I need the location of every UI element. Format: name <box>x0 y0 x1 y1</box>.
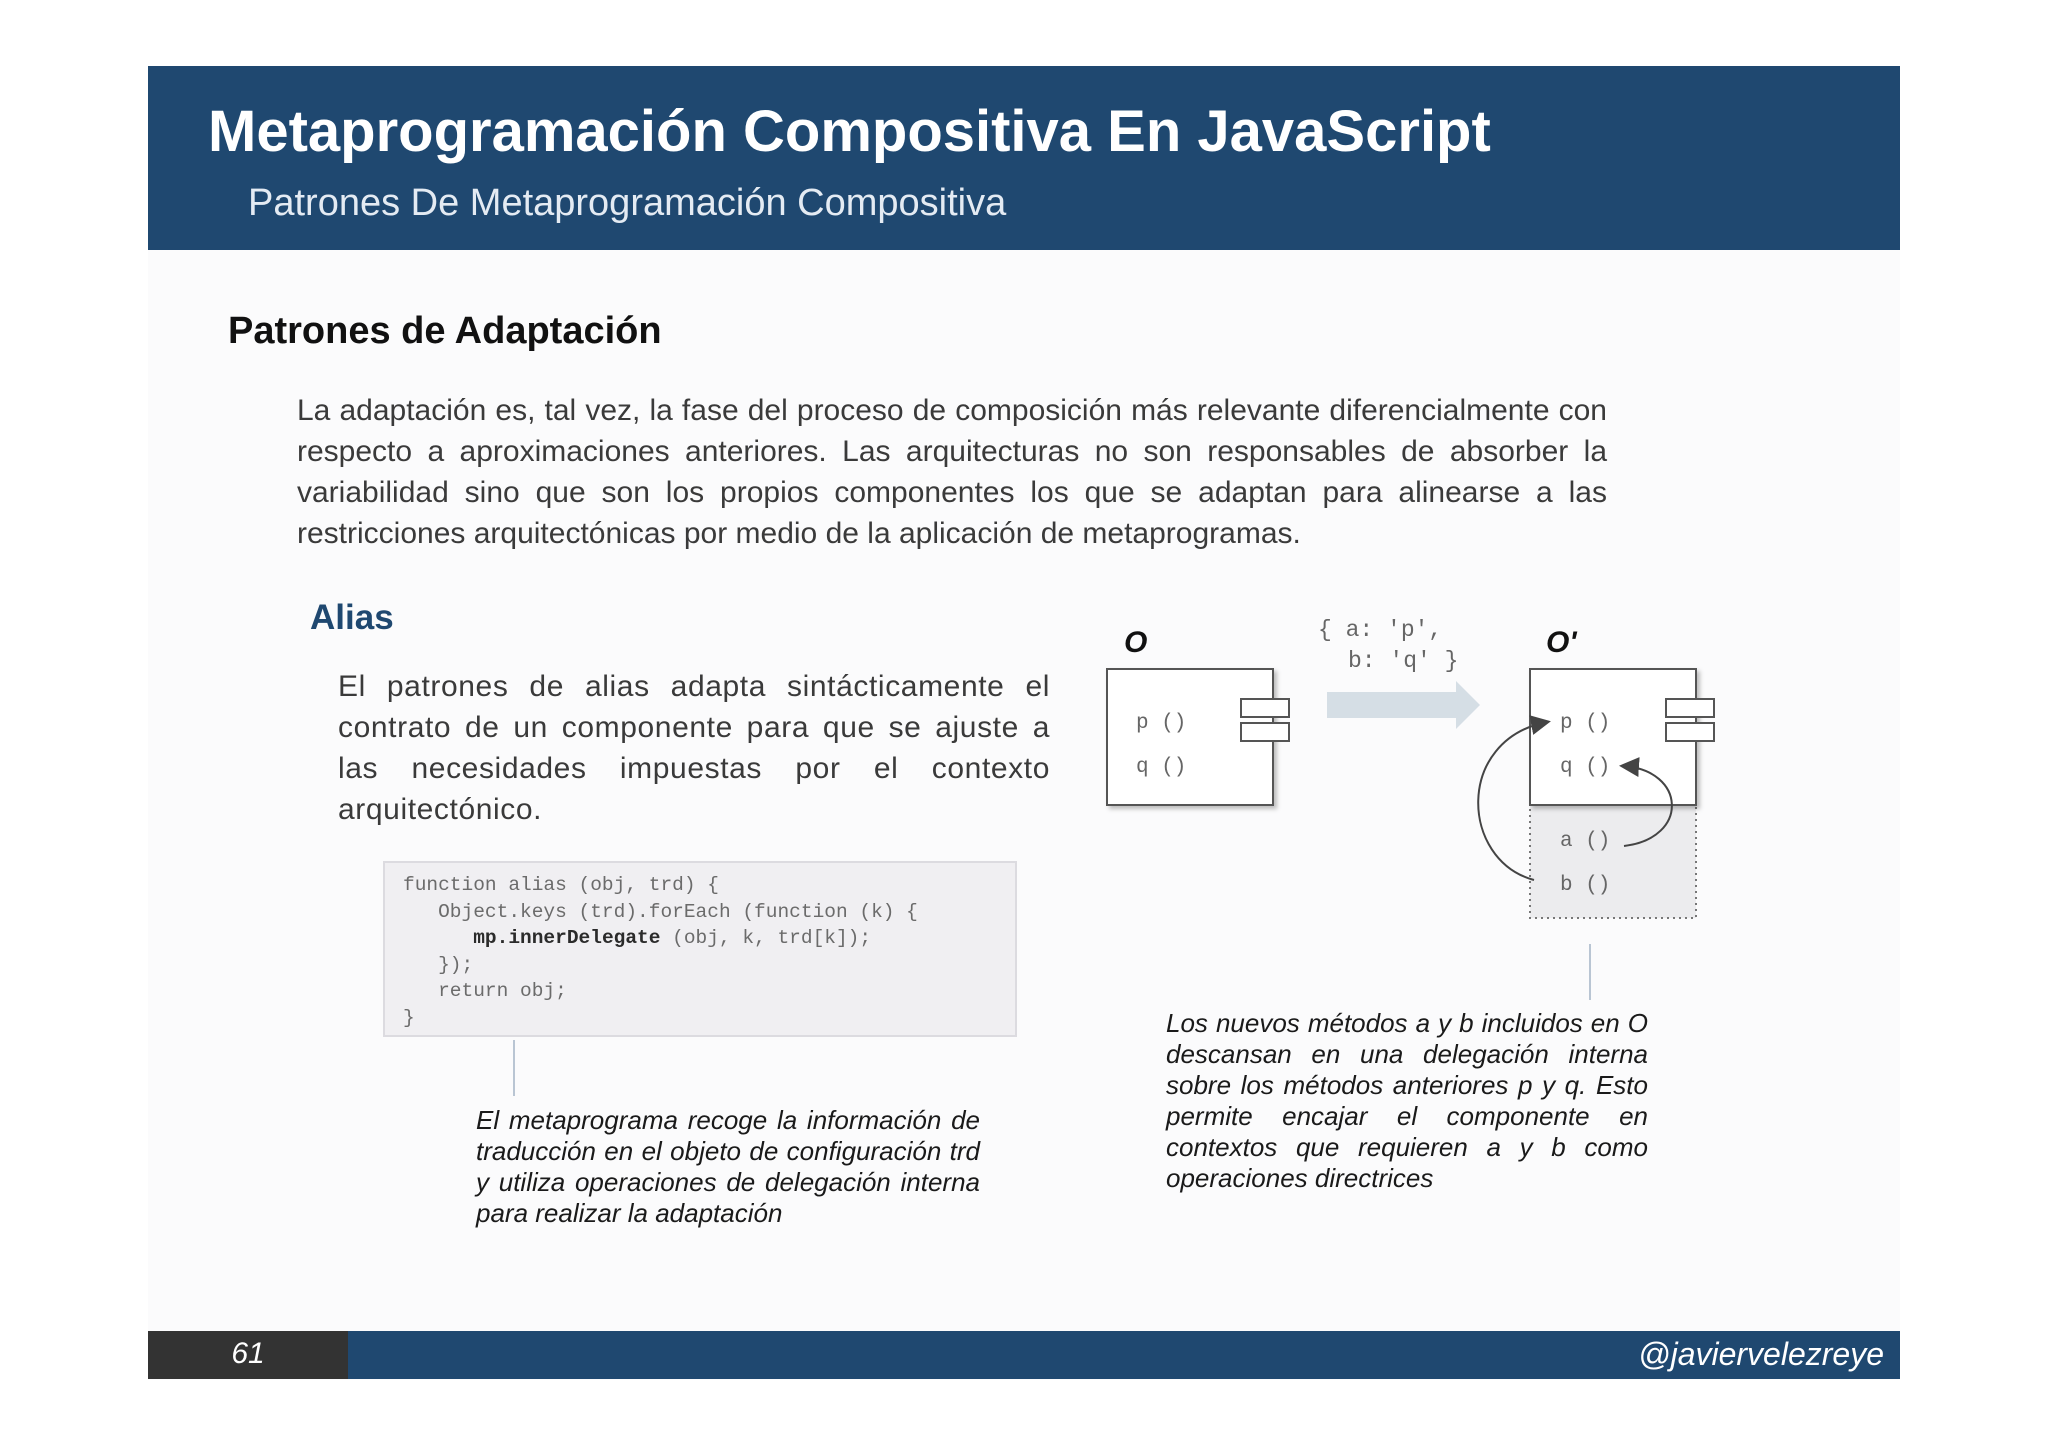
intro-paragraph: La adaptación es, tal vez, la fase del proceso de composición más relevante diferencialmente con respecto a aproximaciones anteriores. Las arquitecturas no son responsables de absorber la variabilidad sino que son los propios componentes los que se adaptan para alinearse a las restricciones arquitectónicas por medio de la aplicación de metaprogramas. <box>297 394 1607 550</box>
page-number: 61 <box>148 1331 348 1379</box>
method-q: q () <box>1136 756 1187 779</box>
method-p-prime: p () <box>1560 712 1611 735</box>
code-line: function alias (obj, trd) { <box>403 874 719 896</box>
caption-left: El metaprograma recoge la información de traducción en el objeto de configuración trd y utiliza operaciones de delegación interna para realizar la adaptación <box>476 1105 980 1228</box>
code-line: }); <box>403 953 474 976</box>
code-line-args: (obj, k, trd[k]); <box>660 927 872 949</box>
transform-arrow-icon <box>1327 681 1480 729</box>
alias-heading: Alias <box>310 598 394 637</box>
author-handle: @javiervelezreye <box>1638 1336 1884 1372</box>
code-keyword-inner-delegate: mp.innerDelegate <box>473 927 661 949</box>
page-title: Metaprogramación Compositiva En JavaScript <box>208 99 1491 164</box>
method-p: p () <box>1136 712 1187 735</box>
method-b: b () <box>1560 874 1611 897</box>
port-icon <box>1241 723 1289 741</box>
config-line-1: { a: 'p', <box>1318 617 1443 643</box>
code-line: } <box>403 1006 415 1029</box>
label-adapted-o: O' <box>1546 626 1577 659</box>
extension-area <box>1530 805 1696 918</box>
page-subtitle: Patrones De Metaprogramación Compositiva <box>248 182 1007 224</box>
alias-description: El patrones de alias adapta sintácticamente el contrato de un componente para que se ajuste a las necesidades impuestas por el contexto arquitectónico. <box>338 670 1050 826</box>
section-heading: Patrones de Adaptación <box>228 310 662 352</box>
port-icon <box>1666 723 1714 741</box>
caption-right: Los nuevos métodos a y b incluidos en O descansan en una delegación interna sobre los métodos anteriores p y q. Esto permite encajar el componente en contextos que requieren a y b como operaciones directrices <box>1166 1008 1648 1193</box>
code-line: return obj; <box>403 980 567 1002</box>
method-a: a () <box>1560 830 1611 853</box>
config-line-2: b: 'q' } <box>1348 648 1459 674</box>
port-icon <box>1666 699 1714 717</box>
label-original-o: O <box>1124 626 1148 659</box>
method-q-prime: q () <box>1560 756 1611 779</box>
code-line: Object.keys (trd).forEach (function (k) { <box>403 900 918 923</box>
port-icon <box>1241 699 1289 717</box>
